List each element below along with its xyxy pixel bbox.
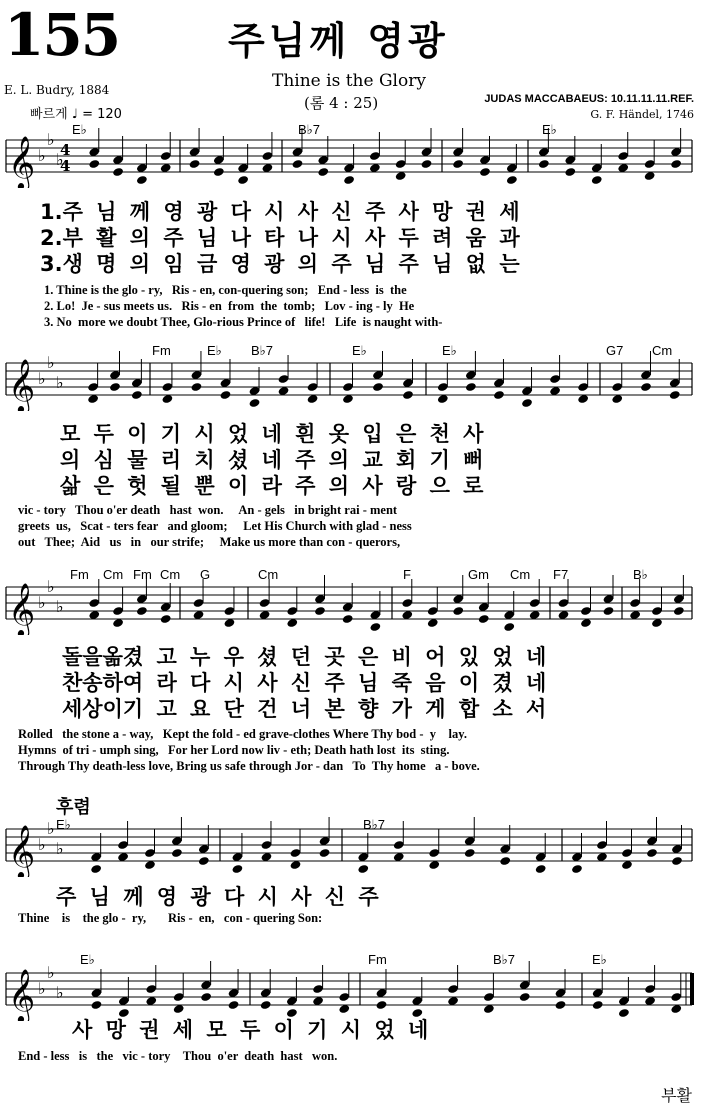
note-head xyxy=(671,856,683,866)
chord-symbol: Cm xyxy=(103,567,124,582)
note-head xyxy=(452,159,464,169)
flat-icon: ♭ xyxy=(56,597,64,616)
treble-clef-icon: 𝄞 xyxy=(8,968,36,1021)
note-head xyxy=(603,606,615,616)
note-head xyxy=(452,606,464,616)
flat-icon: ♭ xyxy=(47,819,55,838)
note-head xyxy=(231,864,243,874)
english-lyric-line: greets us, Scat - ters fear and gloom; Let His Church with glad - ness xyxy=(18,519,412,533)
note-head xyxy=(479,167,491,177)
note-head xyxy=(343,175,355,185)
flat-icon: ♭ xyxy=(38,593,46,612)
note-head xyxy=(538,159,550,169)
note-head xyxy=(646,848,658,858)
english-lyric-line: 1. Thine is the glo - ry, Ris - en, con-quering son; End - less is the xyxy=(44,283,407,297)
note-head xyxy=(421,159,433,169)
note-head xyxy=(506,175,518,185)
flat-icon: ♭ xyxy=(38,369,46,388)
chord-symbol: B♭7 xyxy=(298,122,321,137)
chord-symbol: G7 xyxy=(606,343,624,358)
note-head xyxy=(200,992,212,1002)
note-head xyxy=(88,159,100,169)
note-head xyxy=(91,1000,103,1010)
chord-symbol: Cm xyxy=(510,567,531,582)
korean-lyric-line: 세상이기 고 요 단 건 너 본 향 가 게 합 소 서 xyxy=(62,697,547,721)
english-lyric-line: 2. Lo! Je - sus meets us. Ris - en from the tomb; Lov - ing - ly He xyxy=(44,299,415,313)
chord-symbol: E♭ xyxy=(56,817,71,832)
english-lyric-line: vic - tory Thou o'er death hast won. An - gels in bright rai - ment xyxy=(18,503,398,517)
note-head xyxy=(213,167,225,177)
note-head xyxy=(136,175,148,185)
flat-icon: ♭ xyxy=(38,979,46,998)
note-head xyxy=(372,382,384,392)
note-head xyxy=(160,614,172,624)
chord-symbol: B♭7 xyxy=(363,817,386,832)
note-head xyxy=(499,856,511,866)
note-head xyxy=(465,382,477,392)
flat-icon: ♭ xyxy=(47,130,55,149)
treble-clef-icon: 𝄞 xyxy=(8,582,36,635)
chord-symbol: B♭ xyxy=(633,567,648,582)
note-head xyxy=(131,390,143,400)
note-head xyxy=(198,856,210,866)
note-head xyxy=(369,622,381,632)
note-head xyxy=(109,382,121,392)
composer-credit: G. F. Händel, 1746 xyxy=(590,108,694,121)
chord-symbol: G xyxy=(200,567,211,582)
note-head xyxy=(376,1000,388,1010)
english-lyric-line: Thine is the glo - ry, Ris - en, con - quering Son: xyxy=(18,911,323,925)
lyricist-credit: E. L. Budry, 1884 xyxy=(4,83,110,97)
note-head xyxy=(292,159,304,169)
time-signature: 4 xyxy=(60,157,71,175)
note-head xyxy=(503,622,515,632)
note-head xyxy=(640,382,652,392)
chord-symbol: B♭7 xyxy=(251,343,274,358)
flat-icon: ♭ xyxy=(47,963,55,982)
tempo-marking: 빠르게 ♩ = 120 xyxy=(30,107,122,122)
note-head xyxy=(521,398,533,408)
staff-system-5 xyxy=(0,961,702,1021)
korean-lyric-line: 사 망 권 세 모 두 이 기 시 었 네 xyxy=(72,1018,429,1042)
note-head xyxy=(136,606,148,616)
note-head xyxy=(478,614,490,624)
chord-symbol: E♭ xyxy=(80,952,95,967)
korean-lyric-line: 3.생 명 의 임 금 영 광 의 주 님 주 님 없 는 xyxy=(40,252,520,276)
flat-icon: ♭ xyxy=(56,150,64,169)
note-head xyxy=(357,864,369,874)
note-head xyxy=(317,167,329,177)
korean-lyric-line: 의 심 물 리 치 셨 네 주 의 교 회 기 뻐 xyxy=(60,448,484,472)
korean-lyric-line: 삶 은 헛 될 뿐 이 라 주 의 사 랑 으 로 xyxy=(60,474,484,498)
korean-title: 주님께 영광 xyxy=(228,19,449,63)
korean-lyric-line: 찬송하여 라 다 시 사 신 주 님 죽 음 이 겼 네 xyxy=(62,671,547,695)
note-head xyxy=(669,390,681,400)
english-lyric-line: out Thee; Aid us in our strife; Make us more than con - querors, xyxy=(18,535,401,549)
english-lyric-line: End - less is the vic - tory Thou o'er death hast won. xyxy=(18,1049,338,1063)
chord-symbol: Fm xyxy=(152,343,171,358)
korean-lyric-line: 2.부 활 의 주 님 나 타 나 시 사 두 려 움 과 xyxy=(40,226,520,250)
chord-symbol: B♭7 xyxy=(493,952,516,967)
chord-symbol: F7 xyxy=(553,567,569,582)
staff-system-2 xyxy=(0,351,702,411)
flat-icon: ♭ xyxy=(47,577,55,596)
note-head xyxy=(314,606,326,616)
flat-icon: ♭ xyxy=(38,146,46,165)
chord-symbol: Cm xyxy=(160,567,181,582)
refrain-label: 후렴 xyxy=(56,797,91,818)
flat-icon: ♭ xyxy=(47,353,55,372)
staff-system-4 xyxy=(0,817,702,877)
korean-lyric-line: 모 두 이 기 시 었 네 흰 옷 입 은 천 사 xyxy=(60,422,484,446)
flat-icon: ♭ xyxy=(56,373,64,392)
korean-lyric-line: 주 님 께 영 광 다 시 사 신 주 xyxy=(56,885,379,909)
chord-symbol: Fm xyxy=(133,567,152,582)
note-head xyxy=(571,864,583,874)
chord-symbol: Cm xyxy=(652,343,673,358)
treble-clef-icon: 𝄞 xyxy=(8,135,36,188)
english-title: Thine is the Glory xyxy=(272,71,426,91)
note-head xyxy=(673,606,685,616)
time-signature: 4 xyxy=(60,141,71,159)
note-head xyxy=(112,167,124,177)
note-head xyxy=(519,992,531,1002)
chord-symbol: E♭ xyxy=(72,122,87,137)
chord-symbol: F xyxy=(403,567,411,582)
korean-lyric-line: 1.주 님 께 영 광 다 시 사 신 주 사 망 권 세 xyxy=(40,200,520,224)
treble-clef-icon: 𝄞 xyxy=(8,358,36,411)
note-head xyxy=(260,1000,272,1010)
treble-clef-icon: 𝄞 xyxy=(8,824,36,877)
note-head xyxy=(342,614,354,624)
chord-symbol: E♭ xyxy=(592,952,607,967)
note-head xyxy=(319,848,331,858)
note-head xyxy=(535,864,547,874)
english-lyric-line: Rolled the stone a - way, Kept the fold - ed grave-clothes Where Thy bod - y lay. xyxy=(18,727,467,741)
note-head xyxy=(90,864,102,874)
category-label: 부활 xyxy=(661,1086,692,1105)
note-head xyxy=(670,159,682,169)
scripture-reference: (롬 4 : 25) xyxy=(304,94,379,112)
note-head xyxy=(189,159,201,169)
flat-icon: ♭ xyxy=(38,835,46,854)
note-head xyxy=(493,390,505,400)
note-head xyxy=(249,398,261,408)
note-head xyxy=(592,1000,604,1010)
chord-symbol: E♭ xyxy=(352,343,367,358)
korean-lyric-line: 돌을옮겼 고 누 우 셨 던 곳 은 비 어 있 었 네 xyxy=(62,645,547,669)
note-head xyxy=(228,1000,240,1010)
staff-system-3 xyxy=(0,575,702,635)
note-head xyxy=(220,390,232,400)
flat-icon: ♭ xyxy=(56,983,64,1002)
note-head xyxy=(171,848,183,858)
tune-name: JUDAS MACCABAEUS: 10.11.11.11.REF. xyxy=(484,93,694,105)
chord-symbol: Fm xyxy=(368,952,387,967)
chord-symbol: Gm xyxy=(468,567,489,582)
chord-symbol: Fm xyxy=(70,567,89,582)
note-head xyxy=(555,1000,567,1010)
english-lyric-line: Hymns of tri - umph sing, For her Lord now liv - eth; Death hath lost its sting. xyxy=(18,743,450,757)
chord-symbol: Cm xyxy=(258,567,279,582)
chord-symbol: E♭ xyxy=(207,343,222,358)
hymn-number: 155 xyxy=(4,1,120,69)
english-lyric-line: Through Thy death-less love, Bring us safe through Jor - dan To Thy home a - bove. xyxy=(18,759,480,773)
note-head xyxy=(402,390,414,400)
english-lyric-line: 3. No more we doubt Thee, Glo-rious Prince of life! Life is naught with- xyxy=(44,315,443,329)
note-head xyxy=(191,382,203,392)
note-head xyxy=(591,175,603,185)
note-head xyxy=(464,848,476,858)
flat-icon: ♭ xyxy=(56,839,64,858)
staff-system-1 xyxy=(0,128,702,188)
note-head xyxy=(618,1008,630,1018)
chord-symbol: E♭ xyxy=(442,343,457,358)
chord-symbol: E♭ xyxy=(542,122,557,137)
note-head xyxy=(564,167,576,177)
note-head xyxy=(237,175,249,185)
